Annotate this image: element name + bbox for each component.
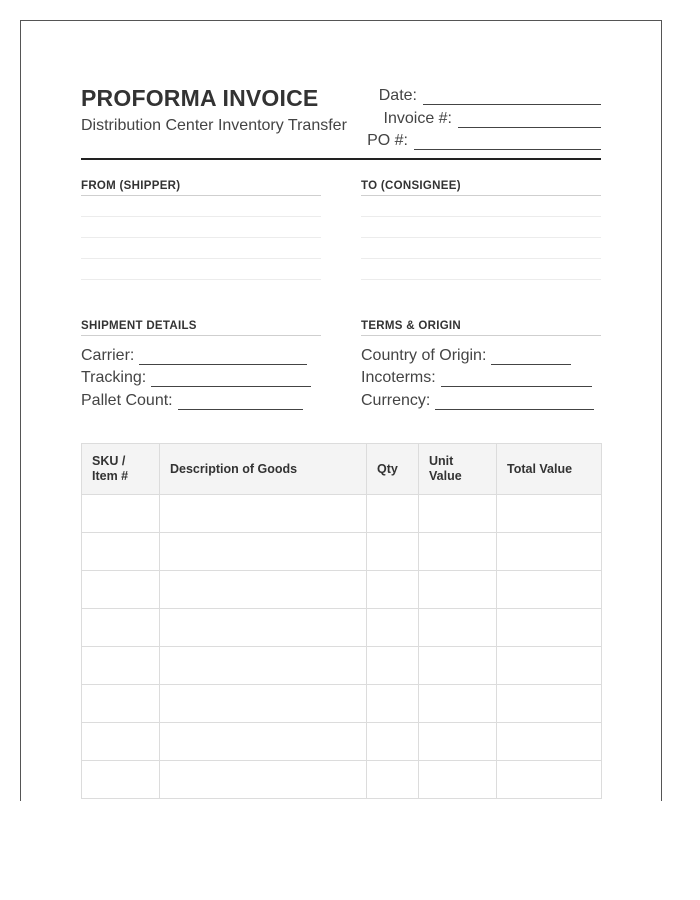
tracking-field[interactable] xyxy=(151,372,311,387)
consignee-line-1[interactable] xyxy=(361,196,601,217)
date-label: Date: xyxy=(378,87,417,104)
table-row xyxy=(82,723,602,761)
po-number-row xyxy=(361,128,601,150)
sku-cell[interactable] xyxy=(82,723,160,761)
sku-cell[interactable] xyxy=(82,761,160,799)
terms-origin-title: TERMS & ORIGIN xyxy=(361,320,601,336)
date-field[interactable] xyxy=(423,90,601,105)
qty-cell[interactable] xyxy=(367,723,419,761)
shipper-line-4[interactable] xyxy=(81,259,321,280)
total-value-cell[interactable] xyxy=(497,761,602,799)
page-subtitle: Distribution Center Inventory Transfer xyxy=(81,117,347,134)
from-shipper-section xyxy=(81,180,321,280)
total-value-cell[interactable] xyxy=(497,533,602,571)
unit-value-cell[interactable] xyxy=(419,723,497,761)
shipper-line-3[interactable] xyxy=(81,238,321,259)
qty-cell[interactable] xyxy=(367,571,419,609)
description-cell[interactable] xyxy=(160,533,367,571)
country-of-origin-label: Country of Origin: xyxy=(361,346,487,364)
carrier-row xyxy=(81,342,321,365)
qty-cell[interactable] xyxy=(367,495,419,533)
from-shipper-title: FROM (SHIPPER) xyxy=(81,180,321,196)
consignee-line-2[interactable] xyxy=(361,217,601,238)
qty-cell[interactable] xyxy=(367,609,419,647)
country-of-origin-field[interactable] xyxy=(491,350,571,365)
goods-table xyxy=(81,443,602,799)
carrier-field[interactable] xyxy=(139,350,307,365)
unit-value-cell[interactable] xyxy=(419,609,497,647)
sku-cell[interactable] xyxy=(82,609,160,647)
table-row xyxy=(82,495,602,533)
currency-label: Currency: xyxy=(361,391,431,409)
qty-cell[interactable] xyxy=(367,647,419,685)
to-consignee-title: TO (CONSIGNEE) xyxy=(361,180,601,196)
pallet-count-label: Pallet Count: xyxy=(81,391,173,409)
table-row xyxy=(82,609,602,647)
consignee-line-4[interactable] xyxy=(361,259,601,280)
po-number-field[interactable] xyxy=(414,135,601,150)
total-value-cell[interactable] xyxy=(497,723,602,761)
unit-value-cell[interactable] xyxy=(419,685,497,723)
sku-cell[interactable] xyxy=(82,571,160,609)
incoterms-row xyxy=(361,365,601,388)
total-value-cell[interactable] xyxy=(497,685,602,723)
description-cell[interactable] xyxy=(160,571,367,609)
to-consignee-section xyxy=(361,180,601,280)
table-row xyxy=(82,533,602,571)
column-header-sku: SKU / Item # xyxy=(82,444,160,495)
po-number-label: PO #: xyxy=(367,132,408,149)
description-cell[interactable] xyxy=(160,685,367,723)
unit-value-cell[interactable] xyxy=(419,533,497,571)
invoice-meta xyxy=(361,83,601,151)
tracking-row xyxy=(81,365,321,388)
sku-cell[interactable] xyxy=(82,533,160,571)
table-row xyxy=(82,571,602,609)
description-cell[interactable] xyxy=(160,723,367,761)
description-cell[interactable] xyxy=(160,495,367,533)
sku-cell[interactable] xyxy=(82,495,160,533)
shipment-details-section xyxy=(81,320,321,410)
invoice-number-field[interactable] xyxy=(458,113,601,128)
unit-value-cell[interactable] xyxy=(419,761,497,799)
column-header-qty: Qty xyxy=(367,444,419,495)
currency-field[interactable] xyxy=(435,395,594,410)
sku-cell[interactable] xyxy=(82,647,160,685)
sku-cell[interactable] xyxy=(82,685,160,723)
description-cell[interactable] xyxy=(160,609,367,647)
header-divider xyxy=(81,158,601,160)
invoice-number-label: Invoice #: xyxy=(383,109,452,127)
column-header-total-value: Total Value xyxy=(497,444,602,495)
terms-origin-section xyxy=(361,320,601,410)
shipper-line-2[interactable] xyxy=(81,217,321,238)
table-body xyxy=(82,495,602,799)
qty-cell[interactable] xyxy=(367,685,419,723)
total-value-cell[interactable] xyxy=(497,495,602,533)
carrier-label: Carrier: xyxy=(81,346,135,364)
incoterms-field[interactable] xyxy=(441,372,592,387)
table-header-row xyxy=(82,444,602,495)
unit-value-cell[interactable] xyxy=(419,571,497,609)
invoice-number-row xyxy=(361,106,601,128)
shipper-line-1[interactable] xyxy=(81,196,321,217)
description-cell[interactable] xyxy=(160,761,367,799)
invoice-sheet xyxy=(20,20,662,801)
pallet-count-field[interactable] xyxy=(178,395,303,410)
total-value-cell[interactable] xyxy=(497,571,602,609)
description-cell[interactable] xyxy=(160,647,367,685)
date-row xyxy=(361,83,601,105)
consignee-line-3[interactable] xyxy=(361,238,601,259)
unit-value-cell[interactable] xyxy=(419,647,497,685)
pallet-count-row xyxy=(81,387,321,410)
page-title: PROFORMA INVOICE xyxy=(81,85,319,111)
invoice-header xyxy=(81,81,601,161)
shipment-details-title: SHIPMENT DETAILS xyxy=(81,320,321,336)
column-header-description: Description of Goods xyxy=(160,444,367,495)
table-row xyxy=(82,647,602,685)
currency-row xyxy=(361,387,601,410)
tracking-label: Tracking: xyxy=(81,369,147,386)
qty-cell[interactable] xyxy=(367,761,419,799)
total-value-cell[interactable] xyxy=(497,647,602,685)
qty-cell[interactable] xyxy=(367,533,419,571)
table-row xyxy=(82,761,602,799)
incoterms-label: Incoterms: xyxy=(361,369,436,386)
column-header-unit-value: Unit Value xyxy=(419,444,497,495)
total-value-cell[interactable] xyxy=(497,609,602,647)
unit-value-cell[interactable] xyxy=(419,495,497,533)
country-of-origin-row xyxy=(361,342,601,365)
table-row xyxy=(82,685,602,723)
